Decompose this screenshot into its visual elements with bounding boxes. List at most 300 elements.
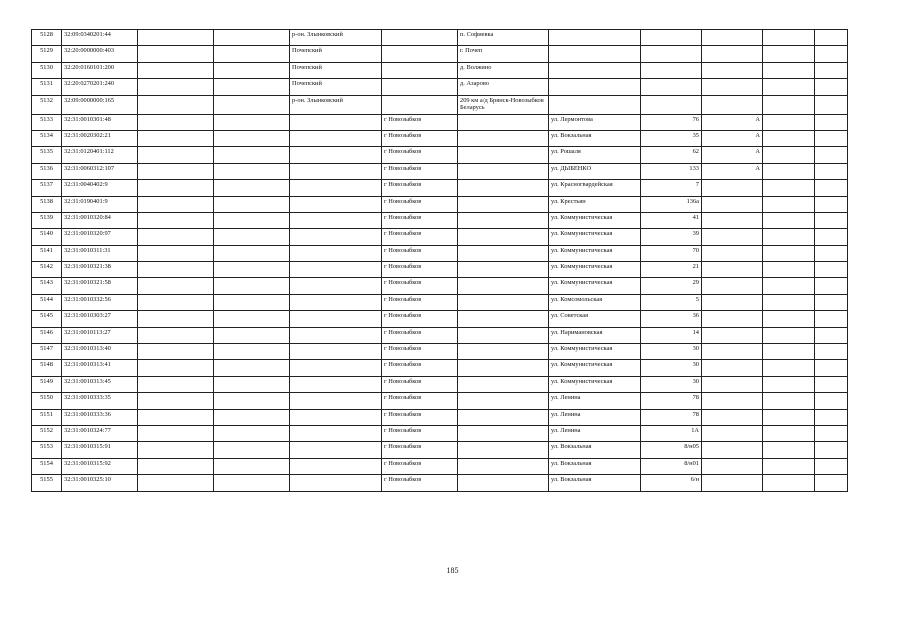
cell-empty bbox=[214, 46, 290, 62]
cell-row-number: 5144 bbox=[32, 294, 62, 310]
cell-district bbox=[290, 196, 382, 212]
cell-empty bbox=[214, 409, 290, 425]
table-row bbox=[32, 229, 848, 245]
cell-house-number bbox=[641, 30, 702, 46]
cell-street: ул. Вокзальная bbox=[549, 130, 641, 146]
cell-city: г Новозыбков bbox=[382, 245, 458, 261]
cell-house-number: 6/н bbox=[641, 475, 702, 491]
cell-empty bbox=[214, 327, 290, 343]
cell-empty bbox=[214, 180, 290, 196]
cell-empty bbox=[763, 79, 815, 95]
cell-empty bbox=[138, 475, 214, 491]
cell-empty bbox=[815, 475, 848, 491]
table-row bbox=[32, 62, 848, 78]
cell-empty bbox=[815, 311, 848, 327]
cell-house-number: 30 bbox=[641, 344, 702, 360]
cell-city: г Новозыбков bbox=[382, 360, 458, 376]
cell-settlement bbox=[458, 130, 549, 146]
cell-empty bbox=[763, 393, 815, 409]
cell-street: ул. Комсомольская bbox=[549, 294, 641, 310]
cell-settlement bbox=[458, 147, 549, 163]
cell-empty bbox=[214, 79, 290, 95]
cell-empty bbox=[763, 95, 815, 114]
cell-row-number: 5133 bbox=[32, 114, 62, 130]
cell-city bbox=[382, 46, 458, 62]
cell-district bbox=[290, 229, 382, 245]
cell-building-letter bbox=[702, 409, 763, 425]
cell-building-letter bbox=[702, 442, 763, 458]
cell-empty bbox=[214, 114, 290, 130]
cell-empty bbox=[763, 130, 815, 146]
cell-building-letter bbox=[702, 229, 763, 245]
cell-empty bbox=[138, 311, 214, 327]
cell-cadastral-number: 32:31:0120401:112 bbox=[62, 147, 138, 163]
cell-settlement: д. Волжино bbox=[458, 62, 549, 78]
table-row bbox=[32, 114, 848, 130]
cell-cadastral-number: 32:31:0010313:40 bbox=[62, 344, 138, 360]
cell-row-number: 5155 bbox=[32, 475, 62, 491]
cell-empty bbox=[138, 180, 214, 196]
cell-settlement: д. Азарово bbox=[458, 79, 549, 95]
cell-district: Почепский bbox=[290, 62, 382, 78]
cell-cadastral-number: 32:31:0010311:31 bbox=[62, 245, 138, 261]
cell-empty bbox=[138, 376, 214, 392]
cell-settlement bbox=[458, 344, 549, 360]
cell-district: р-он. Злынковский bbox=[290, 30, 382, 46]
table-row bbox=[32, 425, 848, 441]
cell-empty bbox=[138, 425, 214, 441]
table-row bbox=[32, 46, 848, 62]
table-row bbox=[32, 327, 848, 343]
cell-building-letter bbox=[702, 196, 763, 212]
cell-building-letter bbox=[702, 62, 763, 78]
cell-cadastral-number: 32:20:0160101:200 bbox=[62, 62, 138, 78]
table-row bbox=[32, 95, 848, 114]
cell-district bbox=[290, 475, 382, 491]
cell-empty bbox=[815, 147, 848, 163]
table-row bbox=[32, 311, 848, 327]
cell-building-letter bbox=[702, 425, 763, 441]
cell-building-letter bbox=[702, 311, 763, 327]
cell-row-number: 5132 bbox=[32, 95, 62, 114]
cell-street bbox=[549, 46, 641, 62]
cell-row-number: 5146 bbox=[32, 327, 62, 343]
cell-empty bbox=[763, 311, 815, 327]
cell-cadastral-number: 32:31:0010325:10 bbox=[62, 475, 138, 491]
cell-building-letter: А bbox=[702, 147, 763, 163]
cell-empty bbox=[214, 360, 290, 376]
cell-empty bbox=[214, 95, 290, 114]
cell-empty bbox=[763, 46, 815, 62]
cell-cadastral-number: 32:31:0010332:56 bbox=[62, 294, 138, 310]
cell-empty bbox=[214, 196, 290, 212]
cell-building-letter bbox=[702, 245, 763, 261]
cell-house-number: 78 bbox=[641, 409, 702, 425]
cell-empty bbox=[138, 95, 214, 114]
cell-district bbox=[290, 180, 382, 196]
cell-city: г Новозыбков bbox=[382, 196, 458, 212]
page-number: 185 bbox=[446, 566, 459, 575]
cell-empty bbox=[214, 294, 290, 310]
cell-city: г Новозыбков bbox=[382, 130, 458, 146]
cell-house-number: 30 bbox=[641, 376, 702, 392]
cell-district: Почепский bbox=[290, 46, 382, 62]
cell-empty bbox=[138, 344, 214, 360]
cell-cadastral-number: 32:31:0010324:77 bbox=[62, 425, 138, 441]
cell-empty bbox=[763, 114, 815, 130]
cell-empty bbox=[815, 79, 848, 95]
cell-empty bbox=[815, 360, 848, 376]
cell-street: ул. Наримановская bbox=[549, 327, 641, 343]
cell-house-number: 29 bbox=[641, 278, 702, 294]
cell-district bbox=[290, 114, 382, 130]
cell-building-letter bbox=[702, 327, 763, 343]
cell-empty bbox=[138, 458, 214, 474]
cell-building-letter bbox=[702, 180, 763, 196]
cell-street: ул. Ленина bbox=[549, 409, 641, 425]
cell-building-letter bbox=[702, 360, 763, 376]
cell-settlement: 209 км а/д Брянск-Новозыбков Беларусь bbox=[458, 95, 549, 114]
cell-settlement bbox=[458, 409, 549, 425]
cell-empty bbox=[815, 212, 848, 228]
cell-row-number: 5140 bbox=[32, 229, 62, 245]
cell-cadastral-number: 32:20:0270201:240 bbox=[62, 79, 138, 95]
cell-empty bbox=[763, 196, 815, 212]
cell-city: г Новозыбков bbox=[382, 229, 458, 245]
cell-empty bbox=[815, 245, 848, 261]
cell-house-number: 21 bbox=[641, 262, 702, 278]
cell-empty bbox=[214, 425, 290, 441]
cell-empty bbox=[815, 425, 848, 441]
cell-street bbox=[549, 79, 641, 95]
cell-empty bbox=[763, 229, 815, 245]
cell-row-number: 5154 bbox=[32, 458, 62, 474]
cell-cadastral-number: 32:31:0010113:27 bbox=[62, 327, 138, 343]
cell-district bbox=[290, 245, 382, 261]
table-row bbox=[32, 79, 848, 95]
cell-empty bbox=[763, 409, 815, 425]
cell-empty bbox=[138, 62, 214, 78]
cell-empty bbox=[763, 278, 815, 294]
cell-empty bbox=[138, 130, 214, 146]
cell-city bbox=[382, 30, 458, 46]
cell-cadastral-number: 32:31:0010320:84 bbox=[62, 212, 138, 228]
cell-row-number: 5134 bbox=[32, 130, 62, 146]
cell-street bbox=[549, 30, 641, 46]
cell-empty bbox=[815, 114, 848, 130]
cell-empty bbox=[815, 262, 848, 278]
cell-row-number: 5139 bbox=[32, 212, 62, 228]
cell-empty bbox=[763, 475, 815, 491]
table-row bbox=[32, 147, 848, 163]
cell-district bbox=[290, 425, 382, 441]
cell-empty bbox=[138, 30, 214, 46]
cell-empty bbox=[138, 327, 214, 343]
cell-empty bbox=[763, 344, 815, 360]
cell-cadastral-number: 32:31:0010333:35 bbox=[62, 393, 138, 409]
cell-building-letter: А bbox=[702, 114, 763, 130]
cell-empty bbox=[214, 278, 290, 294]
cell-settlement bbox=[458, 163, 549, 179]
cell-house-number bbox=[641, 62, 702, 78]
cell-cadastral-number: 32:31:0010315:92 bbox=[62, 458, 138, 474]
cell-empty bbox=[138, 442, 214, 458]
cell-house-number: 5 bbox=[641, 294, 702, 310]
cell-street: ул. Рошаля bbox=[549, 147, 641, 163]
cell-settlement bbox=[458, 212, 549, 228]
cell-empty bbox=[138, 294, 214, 310]
cell-empty bbox=[138, 114, 214, 130]
cell-city: г Новозыбков bbox=[382, 278, 458, 294]
cell-row-number: 5136 bbox=[32, 163, 62, 179]
cell-city: г Новозыбков bbox=[382, 147, 458, 163]
cell-house-number bbox=[641, 79, 702, 95]
table-row bbox=[32, 278, 848, 294]
cell-city bbox=[382, 95, 458, 114]
cell-settlement bbox=[458, 245, 549, 261]
cell-empty bbox=[138, 393, 214, 409]
cell-empty bbox=[815, 46, 848, 62]
cell-street: ул. Коммунистическая bbox=[549, 344, 641, 360]
table-row bbox=[32, 344, 848, 360]
cell-empty bbox=[763, 245, 815, 261]
cell-empty bbox=[763, 425, 815, 441]
cell-empty bbox=[214, 344, 290, 360]
cell-empty bbox=[138, 262, 214, 278]
cell-row-number: 5141 bbox=[32, 245, 62, 261]
cell-city bbox=[382, 79, 458, 95]
cell-empty bbox=[815, 409, 848, 425]
cell-settlement: г. Почеп bbox=[458, 46, 549, 62]
table-row bbox=[32, 360, 848, 376]
cell-house-number: 70 bbox=[641, 245, 702, 261]
cell-house-number: 8/н01 bbox=[641, 458, 702, 474]
cell-empty bbox=[214, 376, 290, 392]
cell-house-number: 62 bbox=[641, 147, 702, 163]
cell-empty bbox=[815, 327, 848, 343]
cell-city: г Новозыбков bbox=[382, 163, 458, 179]
cell-cadastral-number: 32:09:0000000:165 bbox=[62, 95, 138, 114]
cell-empty bbox=[214, 163, 290, 179]
cell-row-number: 5143 bbox=[32, 278, 62, 294]
cell-building-letter bbox=[702, 458, 763, 474]
cell-empty bbox=[763, 30, 815, 46]
cell-settlement bbox=[458, 376, 549, 392]
cell-empty bbox=[815, 278, 848, 294]
cell-row-number: 5149 bbox=[32, 376, 62, 392]
cell-settlement bbox=[458, 360, 549, 376]
cell-empty bbox=[815, 95, 848, 114]
cell-house-number: 36 bbox=[641, 311, 702, 327]
cell-street: ул. Советская bbox=[549, 311, 641, 327]
cell-empty bbox=[815, 163, 848, 179]
cell-district bbox=[290, 327, 382, 343]
cell-empty bbox=[214, 229, 290, 245]
cell-district bbox=[290, 294, 382, 310]
cell-city: г Новозыбков bbox=[382, 393, 458, 409]
cell-house-number: 30 bbox=[641, 360, 702, 376]
cell-empty bbox=[138, 196, 214, 212]
cell-district bbox=[290, 212, 382, 228]
cell-street bbox=[549, 62, 641, 78]
cell-district bbox=[290, 344, 382, 360]
cell-house-number: 7 bbox=[641, 180, 702, 196]
cell-empty bbox=[815, 442, 848, 458]
cell-house-number: 76 bbox=[641, 114, 702, 130]
table-row bbox=[32, 376, 848, 392]
table-row bbox=[32, 196, 848, 212]
cell-building-letter bbox=[702, 30, 763, 46]
cell-empty bbox=[763, 376, 815, 392]
cell-settlement bbox=[458, 475, 549, 491]
cell-street: ул. Коммунистическая bbox=[549, 229, 641, 245]
cell-empty bbox=[214, 393, 290, 409]
table-row bbox=[32, 245, 848, 261]
cell-cadastral-number: 32:31:0010301:48 bbox=[62, 114, 138, 130]
cell-empty bbox=[214, 311, 290, 327]
cell-street: ул. Вокзальная bbox=[549, 475, 641, 491]
cell-settlement bbox=[458, 425, 549, 441]
cell-building-letter: А bbox=[702, 163, 763, 179]
cell-district: Почепский bbox=[290, 79, 382, 95]
cell-house-number: 136а bbox=[641, 196, 702, 212]
cell-street: ул. ДЫБЕНКО bbox=[549, 163, 641, 179]
cell-street: ул. Вокзальная bbox=[549, 442, 641, 458]
cell-street: ул. Ленина bbox=[549, 425, 641, 441]
cell-building-letter bbox=[702, 475, 763, 491]
cell-street: ул. Коммунистическая bbox=[549, 262, 641, 278]
cell-cadastral-number: 32:31:0010320:97 bbox=[62, 229, 138, 245]
cell-district bbox=[290, 376, 382, 392]
cell-city: г Новозыбков bbox=[382, 180, 458, 196]
cell-empty bbox=[815, 393, 848, 409]
table-row bbox=[32, 393, 848, 409]
cell-row-number: 5150 bbox=[32, 393, 62, 409]
cell-house-number: 14 bbox=[641, 327, 702, 343]
cell-empty bbox=[763, 458, 815, 474]
cell-district bbox=[290, 442, 382, 458]
cell-empty bbox=[214, 262, 290, 278]
cell-empty bbox=[763, 180, 815, 196]
cell-empty bbox=[763, 147, 815, 163]
cell-empty bbox=[138, 147, 214, 163]
cell-district bbox=[290, 311, 382, 327]
cell-row-number: 5148 bbox=[32, 360, 62, 376]
cell-cadastral-number: 32:31:0040402:9 bbox=[62, 180, 138, 196]
cell-empty bbox=[763, 327, 815, 343]
cell-empty bbox=[763, 163, 815, 179]
cell-empty bbox=[815, 180, 848, 196]
cell-city: г Новозыбков bbox=[382, 262, 458, 278]
cell-district bbox=[290, 163, 382, 179]
cell-settlement bbox=[458, 196, 549, 212]
cell-street bbox=[549, 95, 641, 114]
table-row bbox=[32, 180, 848, 196]
cell-empty bbox=[815, 344, 848, 360]
cell-empty bbox=[214, 475, 290, 491]
cell-settlement bbox=[458, 294, 549, 310]
cell-empty bbox=[138, 79, 214, 95]
cell-building-letter bbox=[702, 212, 763, 228]
cell-city: г Новозыбков bbox=[382, 294, 458, 310]
cell-empty bbox=[815, 196, 848, 212]
cell-street: ул. Ленина bbox=[549, 393, 641, 409]
cell-city: г Новозыбков bbox=[382, 442, 458, 458]
cell-empty bbox=[763, 62, 815, 78]
cell-empty bbox=[138, 278, 214, 294]
cell-district bbox=[290, 147, 382, 163]
cell-house-number: 35 bbox=[641, 130, 702, 146]
cell-cadastral-number: 32:09:0340201:44 bbox=[62, 30, 138, 46]
cell-city bbox=[382, 62, 458, 78]
cell-empty bbox=[763, 360, 815, 376]
cell-empty bbox=[138, 163, 214, 179]
cell-building-letter bbox=[702, 344, 763, 360]
cell-row-number: 5137 bbox=[32, 180, 62, 196]
cell-building-letter bbox=[702, 376, 763, 392]
cell-district bbox=[290, 409, 382, 425]
cell-empty bbox=[214, 212, 290, 228]
cell-empty bbox=[138, 212, 214, 228]
cell-settlement bbox=[458, 311, 549, 327]
cell-building-letter bbox=[702, 46, 763, 62]
cell-empty bbox=[138, 360, 214, 376]
cell-empty bbox=[214, 245, 290, 261]
cell-house-number: 133 bbox=[641, 163, 702, 179]
cell-city: г Новозыбков bbox=[382, 311, 458, 327]
cell-street: ул. Крестьян bbox=[549, 196, 641, 212]
cell-empty bbox=[214, 130, 290, 146]
cell-empty bbox=[763, 442, 815, 458]
table-row bbox=[32, 262, 848, 278]
cell-cadastral-number: 32:20:0000000:403 bbox=[62, 46, 138, 62]
cell-row-number: 5130 bbox=[32, 62, 62, 78]
cell-row-number: 5129 bbox=[32, 46, 62, 62]
cell-row-number: 5128 bbox=[32, 30, 62, 46]
cell-empty bbox=[815, 30, 848, 46]
table-row bbox=[32, 30, 848, 46]
table-row bbox=[32, 475, 848, 491]
cell-building-letter bbox=[702, 278, 763, 294]
cell-row-number: 5151 bbox=[32, 409, 62, 425]
cell-empty bbox=[138, 46, 214, 62]
cell-row-number: 5145 bbox=[32, 311, 62, 327]
cell-district bbox=[290, 262, 382, 278]
cell-cadastral-number: 32:31:0060312:107 bbox=[62, 163, 138, 179]
cell-settlement bbox=[458, 180, 549, 196]
table-row bbox=[32, 130, 848, 146]
cell-building-letter bbox=[702, 79, 763, 95]
cell-building-letter bbox=[702, 393, 763, 409]
cell-settlement bbox=[458, 114, 549, 130]
table-row bbox=[32, 409, 848, 425]
cell-street: ул. Красногвардейская bbox=[549, 180, 641, 196]
cell-district bbox=[290, 393, 382, 409]
cell-empty bbox=[138, 229, 214, 245]
cell-house-number bbox=[641, 46, 702, 62]
table-row bbox=[32, 163, 848, 179]
cell-settlement bbox=[458, 458, 549, 474]
cell-city: г Новозыбков bbox=[382, 327, 458, 343]
cell-cadastral-number: 32:31:0010321:58 bbox=[62, 278, 138, 294]
cell-street: ул. Коммунистическая bbox=[549, 360, 641, 376]
cell-empty bbox=[138, 245, 214, 261]
table-row bbox=[32, 458, 848, 474]
cell-cadastral-number: 32:31:0010303:27 bbox=[62, 311, 138, 327]
table-row bbox=[32, 442, 848, 458]
cell-city: г Новозыбков bbox=[382, 409, 458, 425]
cell-house-number: 8/н05 bbox=[641, 442, 702, 458]
